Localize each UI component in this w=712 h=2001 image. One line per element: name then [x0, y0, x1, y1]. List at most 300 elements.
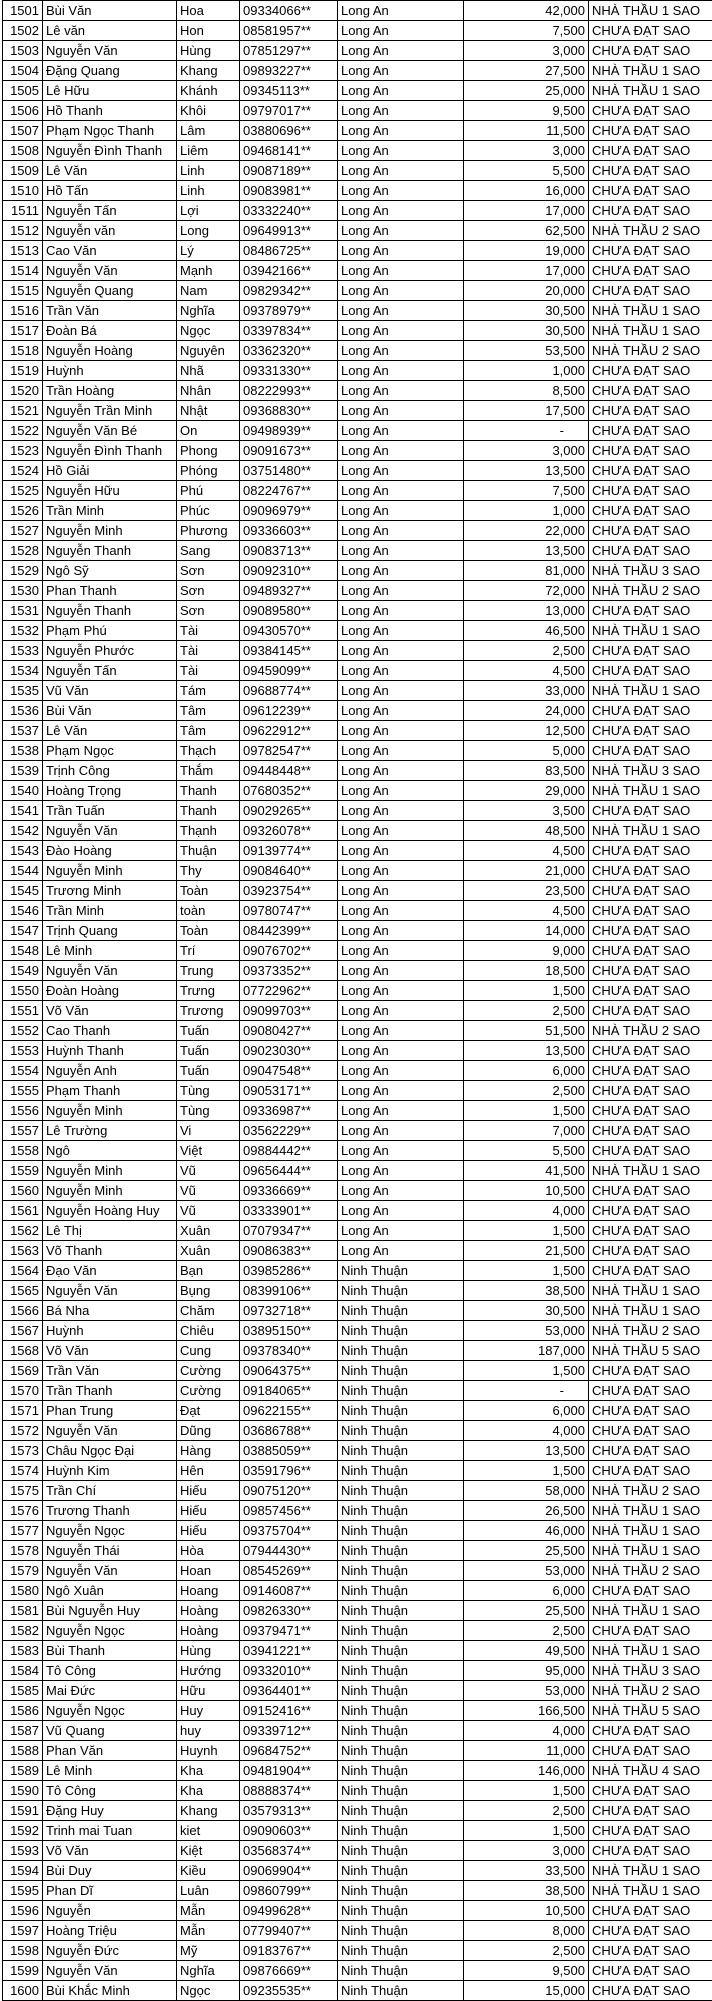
cell-row-id[interactable]: 1531	[3, 601, 43, 621]
cell-province[interactable]: Long An	[338, 1, 464, 21]
cell-phone[interactable]: 09430570**	[240, 621, 338, 641]
cell-phone[interactable]: 09235535**	[240, 1981, 338, 2001]
cell-phone[interactable]: 08224767**	[240, 481, 338, 501]
cell-row-id[interactable]: 1564	[3, 1261, 43, 1281]
cell-province[interactable]: Long An	[338, 281, 464, 301]
cell-phone[interactable]: 03895150**	[240, 1321, 338, 1341]
cell-first-name[interactable]: Phúc	[177, 501, 240, 521]
cell-points[interactable]: 13,500	[464, 1441, 589, 1461]
cell-province[interactable]: Ninh Thuận	[338, 1681, 464, 1701]
cell-star-rating[interactable]: NHÀ THẦU 2 SAO	[589, 581, 712, 601]
cell-points[interactable]: 6,000	[464, 1061, 589, 1081]
cell-row-id[interactable]: 1585	[3, 1681, 43, 1701]
cell-phone[interactable]: 09326078**	[240, 821, 338, 841]
cell-star-rating[interactable]: CHƯA ĐẠT SAO	[589, 881, 712, 901]
cell-row-id[interactable]: 1586	[3, 1701, 43, 1721]
cell-first-name[interactable]: Linh	[177, 181, 240, 201]
cell-row-id[interactable]: 1539	[3, 761, 43, 781]
cell-province[interactable]: Ninh Thuận	[338, 1321, 464, 1341]
cell-points[interactable]: 4,500	[464, 661, 589, 681]
cell-last-name[interactable]: Đặng Huy	[43, 1801, 177, 1821]
cell-province[interactable]: Long An	[338, 101, 464, 121]
cell-last-name[interactable]: Huỳnh Kim	[43, 1461, 177, 1481]
cell-phone[interactable]: 09732718**	[240, 1301, 338, 1321]
cell-points[interactable]: 23,500	[464, 881, 589, 901]
cell-last-name[interactable]: Hồ Thanh	[43, 101, 177, 121]
cell-points[interactable]: 53,000	[464, 1321, 589, 1341]
cell-phone[interactable]: 07722962**	[240, 981, 338, 1001]
cell-last-name[interactable]: Bùi Khắc Minh	[43, 1981, 177, 2001]
cell-last-name[interactable]: Phan Thanh	[43, 581, 177, 601]
cell-points[interactable]: 5,500	[464, 1141, 589, 1161]
cell-star-rating[interactable]: CHƯA ĐẠT SAO	[589, 1821, 712, 1841]
cell-last-name[interactable]: Vũ Văn	[43, 681, 177, 701]
cell-last-name[interactable]: Đào Hoàng	[43, 841, 177, 861]
cell-row-id[interactable]: 1510	[3, 181, 43, 201]
cell-row-id[interactable]: 1508	[3, 141, 43, 161]
cell-first-name[interactable]: Mạnh	[177, 261, 240, 281]
cell-row-id[interactable]: 1542	[3, 821, 43, 841]
cell-star-rating[interactable]: CHƯA ĐẠT SAO	[589, 1421, 712, 1441]
cell-last-name[interactable]: Võ Thanh	[43, 1241, 177, 1261]
cell-row-id[interactable]: 1563	[3, 1241, 43, 1261]
cell-star-rating[interactable]: CHƯA ĐẠT SAO	[589, 521, 712, 541]
cell-last-name[interactable]: Nguyễn Văn Bé	[43, 421, 177, 441]
cell-points[interactable]: 30,500	[464, 1301, 589, 1321]
cell-first-name[interactable]: Mẫn	[177, 1921, 240, 1941]
cell-star-rating[interactable]: NHÀ THẦU 2 SAO	[589, 1021, 712, 1041]
cell-last-name[interactable]: Nguyễn Anh	[43, 1061, 177, 1081]
cell-province[interactable]: Long An	[338, 841, 464, 861]
cell-phone[interactable]: 09183767**	[240, 1941, 338, 1961]
cell-star-rating[interactable]: CHƯA ĐẠT SAO	[589, 381, 712, 401]
cell-row-id[interactable]: 1504	[3, 61, 43, 81]
cell-points[interactable]: 10,500	[464, 1901, 589, 1921]
cell-points[interactable]: 38,500	[464, 1881, 589, 1901]
cell-row-id[interactable]: 1538	[3, 741, 43, 761]
cell-star-rating[interactable]: CHƯA ĐẠT SAO	[589, 661, 712, 681]
cell-last-name[interactable]: Nguyễn Minh	[43, 1181, 177, 1201]
cell-province[interactable]: Ninh Thuận	[338, 1901, 464, 1921]
cell-row-id[interactable]: 1559	[3, 1161, 43, 1181]
cell-star-rating[interactable]: CHƯA ĐẠT SAO	[589, 1081, 712, 1101]
cell-first-name[interactable]: Thắm	[177, 761, 240, 781]
cell-last-name[interactable]: Tô Công	[43, 1661, 177, 1681]
cell-first-name[interactable]: Vi	[177, 1121, 240, 1141]
cell-last-name[interactable]: Ngô Sỹ	[43, 561, 177, 581]
cell-star-rating[interactable]: CHƯA ĐẠT SAO	[589, 201, 712, 221]
cell-last-name[interactable]: Huỳnh Thanh	[43, 1041, 177, 1061]
cell-province[interactable]: Long An	[338, 801, 464, 821]
cell-row-id[interactable]: 1503	[3, 41, 43, 61]
cell-points[interactable]: 22,000	[464, 521, 589, 541]
cell-phone[interactable]: 09375704**	[240, 1521, 338, 1541]
cell-phone[interactable]: 03686788**	[240, 1421, 338, 1441]
cell-phone[interactable]: 09099703**	[240, 1001, 338, 1021]
cell-star-rating[interactable]: NHÀ THẦU 1 SAO	[589, 61, 712, 81]
cell-last-name[interactable]: Lê Trường	[43, 1121, 177, 1141]
cell-star-rating[interactable]: NHÀ THẦU 1 SAO	[589, 1861, 712, 1881]
cell-last-name[interactable]: Nguyễn Văn	[43, 1961, 177, 1981]
cell-province[interactable]: Long An	[338, 241, 464, 261]
cell-first-name[interactable]: Trung	[177, 961, 240, 981]
cell-star-rating[interactable]: CHƯA ĐẠT SAO	[589, 1061, 712, 1081]
cell-phone[interactable]: 09023030**	[240, 1041, 338, 1061]
cell-phone[interactable]: 09893227**	[240, 61, 338, 81]
cell-phone[interactable]: 03333901**	[240, 1201, 338, 1221]
cell-phone[interactable]: 09459099**	[240, 661, 338, 681]
cell-points[interactable]: -	[464, 421, 589, 441]
cell-province[interactable]: Ninh Thuận	[338, 1661, 464, 1681]
cell-phone[interactable]: 03923754**	[240, 881, 338, 901]
cell-points[interactable]: 62,500	[464, 221, 589, 241]
cell-province[interactable]: Ninh Thuận	[338, 1581, 464, 1601]
cell-first-name[interactable]: Tâm	[177, 721, 240, 741]
cell-first-name[interactable]: Tài	[177, 641, 240, 661]
cell-province[interactable]: Ninh Thuận	[338, 1301, 464, 1321]
cell-phone[interactable]: 09499628**	[240, 1901, 338, 1921]
cell-points[interactable]: 1,000	[464, 501, 589, 521]
cell-points[interactable]: 15,000	[464, 1981, 589, 2001]
cell-first-name[interactable]: Hiếu	[177, 1521, 240, 1541]
cell-last-name[interactable]: Lê Minh	[43, 1761, 177, 1781]
cell-points[interactable]: 12,500	[464, 721, 589, 741]
cell-province[interactable]: Long An	[338, 1221, 464, 1241]
cell-first-name[interactable]: Cường	[177, 1361, 240, 1381]
cell-province[interactable]: Long An	[338, 1181, 464, 1201]
cell-last-name[interactable]: Lê Thị	[43, 1221, 177, 1241]
cell-star-rating[interactable]: CHƯA ĐẠT SAO	[589, 121, 712, 141]
cell-row-id[interactable]: 1533	[3, 641, 43, 661]
cell-star-rating[interactable]: CHƯA ĐẠT SAO	[589, 501, 712, 521]
cell-row-id[interactable]: 1600	[3, 1981, 43, 2001]
cell-province[interactable]: Long An	[338, 481, 464, 501]
cell-phone[interactable]: 09332010**	[240, 1661, 338, 1681]
cell-points[interactable]: 42,000	[464, 1, 589, 21]
cell-last-name[interactable]: Nguyễn Trần Minh	[43, 401, 177, 421]
cell-phone[interactable]: 09336987**	[240, 1101, 338, 1121]
cell-row-id[interactable]: 1549	[3, 961, 43, 981]
cell-first-name[interactable]: Thạnh	[177, 821, 240, 841]
cell-points[interactable]: 2,500	[464, 641, 589, 661]
cell-phone[interactable]: 03332240**	[240, 201, 338, 221]
cell-points[interactable]: 4,000	[464, 1201, 589, 1221]
cell-last-name[interactable]: Đoàn Bá	[43, 321, 177, 341]
cell-last-name[interactable]: Đặng Quang	[43, 61, 177, 81]
cell-last-name[interactable]: Nguyễn Minh	[43, 521, 177, 541]
cell-star-rating[interactable]: CHƯA ĐẠT SAO	[589, 1901, 712, 1921]
cell-province[interactable]: Ninh Thuận	[338, 1781, 464, 1801]
cell-star-rating[interactable]: CHƯA ĐẠT SAO	[589, 1141, 712, 1161]
cell-phone[interactable]: 09152416**	[240, 1701, 338, 1721]
cell-last-name[interactable]: Nguyễn Văn	[43, 261, 177, 281]
cell-row-id[interactable]: 1582	[3, 1621, 43, 1641]
cell-last-name[interactable]: Trần Minh	[43, 501, 177, 521]
cell-last-name[interactable]: Bùi Nguyễn Huy	[43, 1601, 177, 1621]
cell-last-name[interactable]: Lê Hữu	[43, 81, 177, 101]
cell-province[interactable]: Ninh Thuận	[338, 1561, 464, 1581]
cell-phone[interactable]: 09075120**	[240, 1481, 338, 1501]
cell-province[interactable]: Long An	[338, 381, 464, 401]
cell-star-rating[interactable]: CHƯA ĐẠT SAO	[589, 161, 712, 181]
cell-last-name[interactable]: Trương Minh	[43, 881, 177, 901]
cell-phone[interactable]: 08222993**	[240, 381, 338, 401]
cell-points[interactable]: 33,000	[464, 681, 589, 701]
cell-points[interactable]: 8,000	[464, 1921, 589, 1941]
cell-points[interactable]: 7,000	[464, 1121, 589, 1141]
cell-row-id[interactable]: 1587	[3, 1721, 43, 1741]
cell-province[interactable]: Ninh Thuận	[338, 1281, 464, 1301]
cell-star-rating[interactable]: NHÀ THẦU 1 SAO	[589, 301, 712, 321]
cell-last-name[interactable]: Huỳnh	[43, 1321, 177, 1341]
cell-star-rating[interactable]: CHƯA ĐẠT SAO	[589, 1721, 712, 1741]
cell-row-id[interactable]: 1509	[3, 161, 43, 181]
cell-points[interactable]: 21,000	[464, 861, 589, 881]
cell-first-name[interactable]: Lý	[177, 241, 240, 261]
cell-points[interactable]: 13,000	[464, 601, 589, 621]
cell-last-name[interactable]: Trinh mai Tuan	[43, 1821, 177, 1841]
cell-last-name[interactable]: Phạm Thanh	[43, 1081, 177, 1101]
cell-first-name[interactable]: Hàng	[177, 1441, 240, 1461]
cell-first-name[interactable]: Tuấn	[177, 1061, 240, 1081]
cell-province[interactable]: Long An	[338, 1021, 464, 1041]
cell-province[interactable]: Ninh Thuận	[338, 1601, 464, 1621]
cell-phone[interactable]: 08442399**	[240, 921, 338, 941]
cell-star-rating[interactable]: CHƯA ĐẠT SAO	[589, 41, 712, 61]
cell-row-id[interactable]: 1571	[3, 1401, 43, 1421]
cell-province[interactable]: Ninh Thuận	[338, 1481, 464, 1501]
cell-first-name[interactable]: Hiếu	[177, 1481, 240, 1501]
cell-row-id[interactable]: 1593	[3, 1841, 43, 1861]
cell-points[interactable]: 24,000	[464, 701, 589, 721]
cell-phone[interactable]: 09378979**	[240, 301, 338, 321]
cell-star-rating[interactable]: NHÀ THẦU 2 SAO	[589, 1321, 712, 1341]
cell-points[interactable]: 14,000	[464, 921, 589, 941]
cell-last-name[interactable]: Trịnh Quang	[43, 921, 177, 941]
cell-first-name[interactable]: Xuân	[177, 1221, 240, 1241]
cell-province[interactable]: Long An	[338, 701, 464, 721]
cell-first-name[interactable]: Tùng	[177, 1081, 240, 1101]
cell-points[interactable]: 2,500	[464, 1941, 589, 1961]
cell-points[interactable]: 1,500	[464, 1101, 589, 1121]
cell-star-rating[interactable]: CHƯA ĐẠT SAO	[589, 181, 712, 201]
cell-phone[interactable]: 09064375**	[240, 1361, 338, 1381]
cell-row-id[interactable]: 1506	[3, 101, 43, 121]
cell-last-name[interactable]: Huỳnh	[43, 361, 177, 381]
cell-last-name[interactable]: Đạo Văn	[43, 1261, 177, 1281]
cell-phone[interactable]: 09331330**	[240, 361, 338, 381]
cell-row-id[interactable]: 1523	[3, 441, 43, 461]
cell-first-name[interactable]: Sơn	[177, 561, 240, 581]
cell-province[interactable]: Long An	[338, 41, 464, 61]
cell-province[interactable]: Ninh Thuận	[338, 1701, 464, 1721]
cell-phone[interactable]: 09379471**	[240, 1621, 338, 1641]
cell-row-id[interactable]: 1569	[3, 1361, 43, 1381]
cell-phone[interactable]: 09876669**	[240, 1961, 338, 1981]
cell-first-name[interactable]: Mẫn	[177, 1901, 240, 1921]
cell-phone[interactable]: 08399106**	[240, 1281, 338, 1301]
cell-last-name[interactable]: Mai Đức	[43, 1681, 177, 1701]
cell-points[interactable]: 25,500	[464, 1541, 589, 1561]
cell-star-rating[interactable]: CHƯA ĐẠT SAO	[589, 241, 712, 261]
cell-star-rating[interactable]: CHƯA ĐẠT SAO	[589, 1581, 712, 1601]
cell-province[interactable]: Ninh Thuận	[338, 1961, 464, 1981]
cell-phone[interactable]: 09334066**	[240, 1, 338, 21]
cell-row-id[interactable]: 1534	[3, 661, 43, 681]
cell-star-rating[interactable]: CHƯA ĐẠT SAO	[589, 1741, 712, 1761]
cell-star-rating[interactable]: CHƯA ĐẠT SAO	[589, 641, 712, 661]
cell-points[interactable]: 166,500	[464, 1701, 589, 1721]
cell-row-id[interactable]: 1595	[3, 1881, 43, 1901]
cell-points[interactable]: 10,500	[464, 1181, 589, 1201]
cell-row-id[interactable]: 1584	[3, 1661, 43, 1681]
cell-row-id[interactable]: 1537	[3, 721, 43, 741]
cell-first-name[interactable]: Nghĩa	[177, 301, 240, 321]
cell-phone[interactable]: 09498939**	[240, 421, 338, 441]
cell-row-id[interactable]: 1514	[3, 261, 43, 281]
cell-points[interactable]: 53,000	[464, 1561, 589, 1581]
cell-star-rating[interactable]: CHƯA ĐẠT SAO	[589, 1841, 712, 1861]
cell-first-name[interactable]: Sang	[177, 541, 240, 561]
cell-province[interactable]: Long An	[338, 881, 464, 901]
cell-points[interactable]: 13,500	[464, 541, 589, 561]
cell-points[interactable]: 3,000	[464, 1841, 589, 1861]
cell-star-rating[interactable]: NHÀ THẦU 2 SAO	[589, 1681, 712, 1701]
cell-star-rating[interactable]: CHƯA ĐẠT SAO	[589, 1441, 712, 1461]
cell-province[interactable]: Long An	[338, 441, 464, 461]
cell-first-name[interactable]: Hữu	[177, 1681, 240, 1701]
cell-last-name[interactable]: Nguyễn Văn	[43, 1421, 177, 1441]
cell-first-name[interactable]: Ngọc	[177, 321, 240, 341]
cell-points[interactable]: 30,500	[464, 301, 589, 321]
cell-last-name[interactable]: Trần Chí	[43, 1481, 177, 1501]
cell-phone[interactable]: 09091673**	[240, 441, 338, 461]
cell-province[interactable]: Ninh Thuận	[338, 1521, 464, 1541]
cell-points[interactable]: 18,500	[464, 961, 589, 981]
cell-province[interactable]: Ninh Thuận	[338, 1841, 464, 1861]
cell-row-id[interactable]: 1541	[3, 801, 43, 821]
cell-row-id[interactable]: 1556	[3, 1101, 43, 1121]
cell-last-name[interactable]: Nguyễn Thái	[43, 1541, 177, 1561]
cell-first-name[interactable]: Huynh	[177, 1741, 240, 1761]
cell-first-name[interactable]: Sơn	[177, 581, 240, 601]
cell-star-rating[interactable]: CHƯA ĐẠT SAO	[589, 1221, 712, 1241]
cell-points[interactable]: 5,500	[464, 161, 589, 181]
cell-points[interactable]: 1,500	[464, 1261, 589, 1281]
cell-row-id[interactable]: 1566	[3, 1301, 43, 1321]
cell-last-name[interactable]: Nguyễn Thanh	[43, 601, 177, 621]
cell-province[interactable]: Long An	[338, 821, 464, 841]
cell-last-name[interactable]: Võ Văn	[43, 1841, 177, 1861]
cell-province[interactable]: Ninh Thuận	[338, 1361, 464, 1381]
cell-province[interactable]: Long An	[338, 601, 464, 621]
cell-star-rating[interactable]: CHƯA ĐẠT SAO	[589, 981, 712, 1001]
cell-first-name[interactable]: Cường	[177, 1381, 240, 1401]
cell-province[interactable]: Ninh Thuận	[338, 1941, 464, 1961]
cell-last-name[interactable]: Nguyễn Quang	[43, 281, 177, 301]
cell-first-name[interactable]: Dũng	[177, 1421, 240, 1441]
cell-star-rating[interactable]: NHÀ THẦU 1 SAO	[589, 1161, 712, 1181]
cell-province[interactable]: Long An	[338, 1241, 464, 1261]
cell-points[interactable]: 46,000	[464, 1521, 589, 1541]
cell-row-id[interactable]: 1588	[3, 1741, 43, 1761]
cell-phone[interactable]: 09096979**	[240, 501, 338, 521]
cell-first-name[interactable]: kiet	[177, 1821, 240, 1841]
cell-first-name[interactable]: Kiều	[177, 1861, 240, 1881]
cell-first-name[interactable]: Tài	[177, 621, 240, 641]
cell-last-name[interactable]: Châu Ngọc Đại	[43, 1441, 177, 1461]
cell-row-id[interactable]: 1521	[3, 401, 43, 421]
cell-province[interactable]: Long An	[338, 1061, 464, 1081]
cell-star-rating[interactable]: CHƯA ĐẠT SAO	[589, 921, 712, 941]
cell-phone[interactable]: 03362320**	[240, 341, 338, 361]
cell-first-name[interactable]: Huy	[177, 1701, 240, 1721]
cell-star-rating[interactable]: CHƯA ĐẠT SAO	[589, 141, 712, 161]
cell-points[interactable]: 17,000	[464, 201, 589, 221]
cell-phone[interactable]: 09489327**	[240, 581, 338, 601]
cell-points[interactable]: 4,500	[464, 841, 589, 861]
cell-star-rating[interactable]: CHƯA ĐẠT SAO	[589, 1921, 712, 1941]
cell-first-name[interactable]: Toàn	[177, 921, 240, 941]
cell-points[interactable]: 1,500	[464, 1221, 589, 1241]
cell-phone[interactable]: 09884442**	[240, 1141, 338, 1161]
cell-star-rating[interactable]: NHÀ THẦU 1 SAO	[589, 1501, 712, 1521]
cell-phone[interactable]: 09612239**	[240, 701, 338, 721]
cell-row-id[interactable]: 1558	[3, 1141, 43, 1161]
cell-points[interactable]: 2,500	[464, 1801, 589, 1821]
cell-star-rating[interactable]: CHƯA ĐẠT SAO	[589, 1621, 712, 1641]
cell-star-rating[interactable]: NHÀ THẦU 1 SAO	[589, 1281, 712, 1301]
cell-points[interactable]: 13,500	[464, 461, 589, 481]
cell-row-id[interactable]: 1548	[3, 941, 43, 961]
cell-last-name[interactable]: Phạm Ngọc Thanh	[43, 121, 177, 141]
cell-first-name[interactable]: Bụng	[177, 1281, 240, 1301]
cell-province[interactable]: Ninh Thuận	[338, 1341, 464, 1361]
cell-row-id[interactable]: 1553	[3, 1041, 43, 1061]
cell-points[interactable]: 2,500	[464, 1621, 589, 1641]
cell-star-rating[interactable]: NHÀ THẦU 1 SAO	[589, 781, 712, 801]
cell-row-id[interactable]: 1562	[3, 1221, 43, 1241]
cell-row-id[interactable]: 1580	[3, 1581, 43, 1601]
cell-last-name[interactable]: Trần Hoàng	[43, 381, 177, 401]
cell-points[interactable]: 48,500	[464, 821, 589, 841]
cell-star-rating[interactable]: CHƯA ĐẠT SAO	[589, 701, 712, 721]
cell-last-name[interactable]: Nguyễn Minh	[43, 861, 177, 881]
cell-row-id[interactable]: 1576	[3, 1501, 43, 1521]
cell-province[interactable]: Long An	[338, 421, 464, 441]
cell-first-name[interactable]: Thanh	[177, 801, 240, 821]
cell-province[interactable]: Ninh Thuận	[338, 1641, 464, 1661]
cell-points[interactable]: 95,000	[464, 1661, 589, 1681]
cell-last-name[interactable]: Bùi Văn	[43, 701, 177, 721]
cell-star-rating[interactable]: CHƯA ĐẠT SAO	[589, 401, 712, 421]
cell-province[interactable]: Ninh Thuận	[338, 1541, 464, 1561]
cell-star-rating[interactable]: NHÀ THẦU 2 SAO	[589, 1561, 712, 1581]
cell-points[interactable]: 4,000	[464, 1421, 589, 1441]
cell-last-name[interactable]: Bùi Văn	[43, 1, 177, 21]
cell-phone[interactable]: 09076702**	[240, 941, 338, 961]
cell-phone[interactable]: 09086383**	[240, 1241, 338, 1261]
cell-star-rating[interactable]: CHƯA ĐẠT SAO	[589, 1001, 712, 1021]
cell-last-name[interactable]: Vũ Quang	[43, 1721, 177, 1741]
cell-points[interactable]: 1,500	[464, 1361, 589, 1381]
cell-province[interactable]: Long An	[338, 721, 464, 741]
cell-star-rating[interactable]: NHÀ THẦU 1 SAO	[589, 321, 712, 341]
cell-points[interactable]: 83,500	[464, 761, 589, 781]
cell-phone[interactable]: 09089580**	[240, 601, 338, 621]
cell-last-name[interactable]: Nguyễn Tấn	[43, 201, 177, 221]
cell-phone[interactable]: 03985286**	[240, 1261, 338, 1281]
